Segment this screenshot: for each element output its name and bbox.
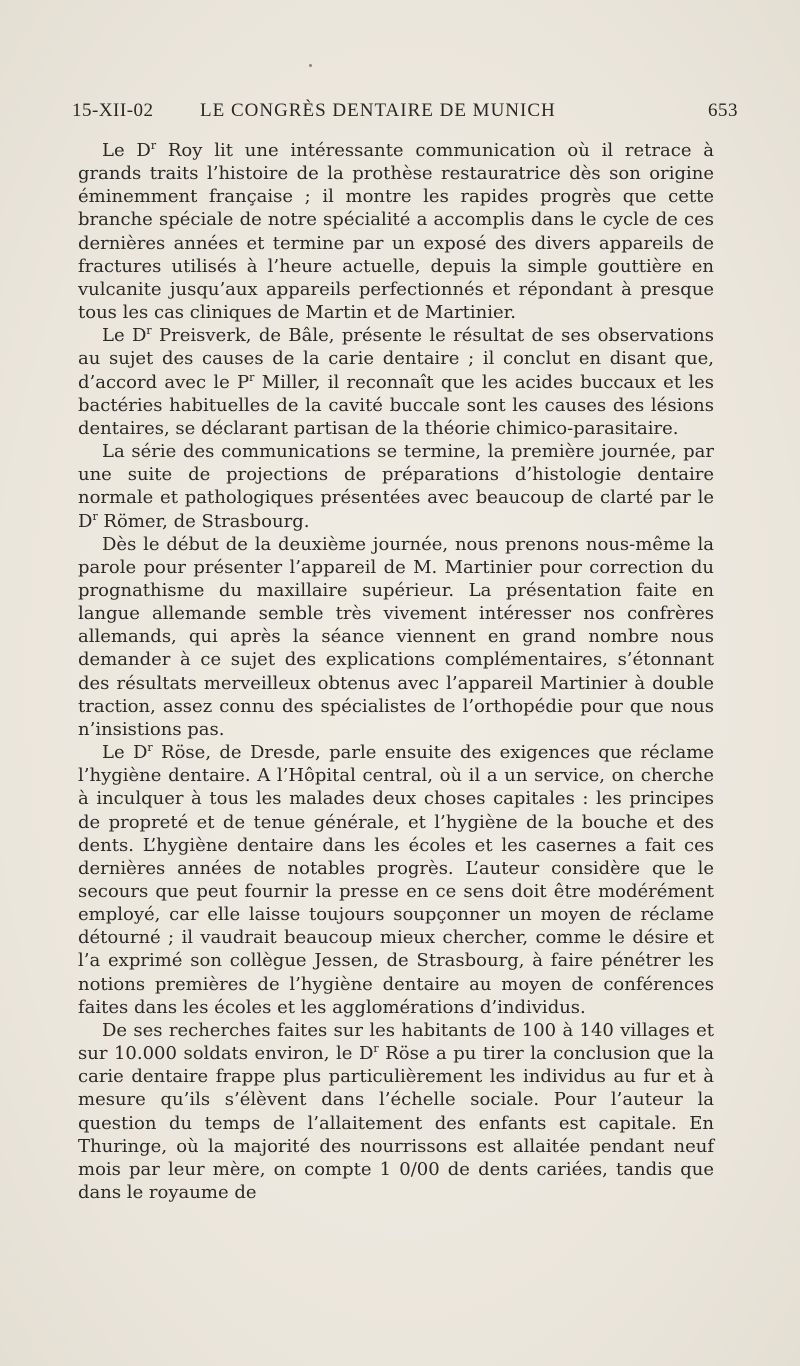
paragraph (78, 139, 714, 324)
paragraph-text: Le D (102, 325, 147, 347)
running-head (72, 100, 738, 130)
paragraph-text: La série des communications se termine, la première journée, par une suite de projections de préparations d’histologie dentaire normale et pathologiques présentées avec beaucoup de clarté par le D (78, 441, 714, 532)
paragraph (78, 741, 714, 1019)
page-number: 653 (708, 100, 738, 121)
header-date: 15-XII-02 (72, 100, 154, 121)
paragraph-text: Röse a pu tirer la conclusion que la carie dentaire frappe plus particulièrement les individus au fur et à mesure qu’ils s’élèvent dans l’échelle sociale. Pour l’auteur la question du temps de l’allaitement des enfants est capitale. En Thuringe, où la majorité des nourrissons est allaitée pendant neuf mois par leur mère, on compte 1 0/00 de dents cariées, tandis que dans le royaume de (78, 1043, 714, 1204)
paragraph (78, 324, 714, 440)
superscript-abbrev: r (147, 741, 153, 755)
print-speck (309, 64, 312, 67)
paragraph-text: Dès le début de la deuxième journée, nous prenons nous-même la parole pour présenter l’appareil de M. Martinier pour correction du prognathisme du maxillaire supérieur. La présentation faite en langue allemande semble très vivement intéresser nos confrères allemands, qui après la séance viennent en grand nombre nous demander à ce sujet des explications complémentaires, s’étonnant des résultats merveilleux obtenus avec l’appareil Martinier à double traction, assez connu des spécialistes de l’orthopédie pour que nous n’insistions pas. (78, 533, 714, 740)
paragraph-text: Röse, de Dresde, parle ensuite des exigences que réclame l’hygiène dentaire. A l’Hôpital central, où il a un service, on cherche à inculquer à tous les malades deux choses capitales : les principes de propreté et de tenue générale, et l’hygiène de la bouche et des dents. L’hygiène dentaire dans les écoles et les casernes a fait ces dernières années de notables progrès. L’auteur considère que le secours que peut fournir la presse en ce sens doit être modérément employé, car elle laisse toujours soupçonner un moyen de réclame détourné ; il vaudrait beaucoup mieux chercher, comme le désire et l’a exprimé son collègue Jessen, de Strasbourg, à faire pénétrer les notions premières de l’hygiène dentaire au moyen de conférences faites dans les écoles et les agglomérations d’individus. (78, 742, 714, 1018)
superscript-abbrev: r (150, 139, 157, 152)
superscript-abbrev: r (249, 370, 255, 384)
paragraph-text: De ses recherches faites sur les habitants de 100 à 140 villages et sur 10.000 soldats environ, le D (78, 1019, 714, 1065)
paragraph (78, 533, 714, 741)
paragraph-text: Römer, de Strasbourg. (97, 510, 310, 532)
superscript-abbrev: r (373, 1042, 379, 1056)
paragraph-text: Preisverk, de Bâle, présente le résultat de ses observations au sujet des causes de la carie dentaire ; il conclut en disant que, d’accord avec le P (78, 325, 714, 393)
paragraph-text: Le D (102, 742, 148, 764)
superscript-abbrev: r (92, 509, 98, 523)
superscript-abbrev: r (146, 324, 152, 338)
paragraph (78, 1019, 714, 1204)
paragraph-text: Le D (102, 140, 151, 161)
article-body (78, 139, 714, 1204)
paragraph-text: Miller, il reconnaît que les acides buccaux et les bactéries habituelles de la cavité buccale sont les causes des lésions dentaires, se déclarant partisan de la théorie chimico-parasitaire. (78, 371, 715, 439)
header-title: LE CONGRÈS DENTAIRE DE MUNICH (200, 100, 556, 121)
paragraph-text: Roy lit une intéressante communication où il retrace à grands traits l’histoire de la prothèse restauratrice dès son origine éminemment française ; il montre les rapides progrès que cette branche spéciale de notre spécialité a accomplis dans le cycle de ces dernières années et termine par un exposé des divers appareils de fractures utilisés à l’heure actuelle, depuis la simple gouttière en vulcanite jusqu’aux appareils perfectionnés et répondant à presque tous les cas cliniques de Martin et de Martinier. (78, 140, 714, 324)
paragraph (78, 440, 714, 533)
